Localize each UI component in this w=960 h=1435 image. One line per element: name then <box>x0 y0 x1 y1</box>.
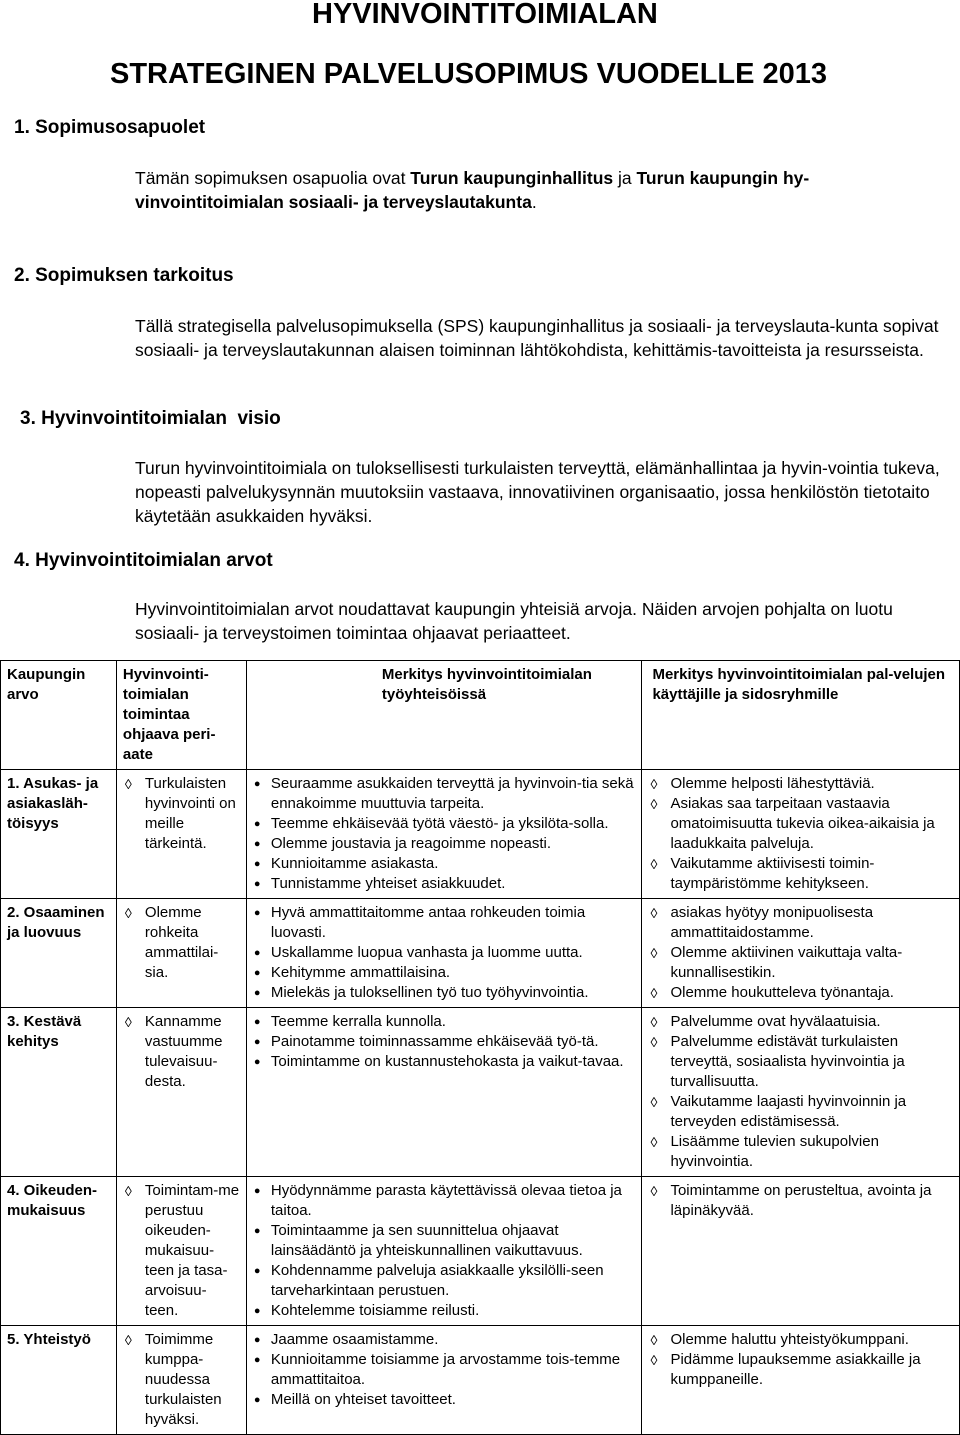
user-bullet: ◊ Palvelumme edistävät turkulaisten terveyttä, sosiaalista hyvinvointia ja turvallisuutta. <box>648 1032 953 1092</box>
user-bullet: ◊ Lisäämme tulevien sukupolvien hyvinvointia. <box>648 1132 953 1172</box>
row-principle <box>116 1008 246 1177</box>
workplace-bullet: ● Toimintaamme ja sen suunnittelua ohjaavat lainsäädäntö ja yhteiskunnallinen vaikuttavuus. <box>253 1221 636 1261</box>
row-user-meaning <box>642 770 960 899</box>
table-row <box>1 770 960 899</box>
workplace-bullet: ● Jaamme osaamistamme. <box>253 1330 636 1350</box>
row-workplace-meaning <box>246 1326 642 1435</box>
row-user-meaning <box>642 1008 960 1177</box>
column-header-principle: Hyvinvointi-toimialan toimintaa ohjaava peri-aate <box>116 661 246 770</box>
workplace-bullet: ● Teemme kerralla kunnolla. <box>253 1012 636 1032</box>
user-bullet: ◊ Palvelumme ovat hyvälaatuisia. <box>648 1012 953 1032</box>
user-bullet: ◊ Toimintamme on perusteltua, avointa ja läpinäkyvää. <box>648 1181 953 1221</box>
row-workplace-meaning <box>246 1177 642 1326</box>
workplace-bullet: ● Hyödynnämme parasta käytettävissä olevaa tietoa ja taitoa. <box>253 1181 636 1221</box>
principle-item: ◊ Toimimme kumppa-nuudessa turkulaisten hyväksi. <box>123 1330 240 1430</box>
section-4-heading: 4. Hyvinvointitoimialan arvot <box>14 550 273 571</box>
principle-item: ◊ Turkulaisten hyvinvointi on meille tärkeintä. <box>123 774 240 854</box>
row-city-value: 3. Kestävä kehitys <box>1 1008 117 1177</box>
row-workplace-meaning <box>246 1008 642 1177</box>
principle-item: ◊ Toimintam-me perustuu oikeuden-mukaisuu-teen ja tasa-arvoisuu-teen. <box>123 1181 240 1321</box>
row-city-value: 4. Oikeuden-mukaisuus <box>1 1177 117 1326</box>
row-workplace-meaning <box>246 899 642 1008</box>
principle-item: ◊ Kannamme vastuumme tulevaisuu-desta. <box>123 1012 240 1092</box>
user-bullet: ◊ Olemme aktiivinen vaikuttaja valta-kunnallisestikin. <box>648 943 953 983</box>
section-1-text: Tämän sopimuksen osapuolia ovat Turun kaupunginhallitus ja Turun kaupungin hy-vinvointitoimialan sosiaali- ja terveyslautakunta. <box>135 168 810 212</box>
workplace-bullet: ● Toimintamme on kustannustehokasta ja vaikut-tavaa. <box>253 1052 636 1072</box>
user-bullet: ◊ Olemme helposti lähestyttäviä. <box>648 774 953 794</box>
user-bullet: ◊ Olemme houkutteleva työnantaja. <box>648 983 953 1003</box>
table-row <box>1 1177 960 1326</box>
table-row <box>1 1326 960 1435</box>
workplace-bullet: ● Kehitymme ammattilaisina. <box>253 963 636 983</box>
workplace-bullet: ● Mielekäs ja tuloksellinen työ tuo työhyvinvointia. <box>253 983 636 1003</box>
table-row <box>1 1008 960 1177</box>
user-bullet: ◊ Asiakas saa tarpeitaan vastaavia omatoimisuutta tukevia oikea-aikaisia ja laadukkaita palveluja. <box>648 794 953 854</box>
workplace-bullet: ● Uskallamme luopua vanhasta ja luomme uutta. <box>253 943 636 963</box>
section-1-heading: 1. Sopimusosapuolet <box>14 117 206 138</box>
workplace-bullet: ● Seuraamme asukkaiden terveyttä ja hyvinvoin-tia sekä ennakoimme muuttuvia tarpeita. <box>253 774 636 814</box>
workplace-bullet: ● Kohdennamme palveluja asiakkaalle yksilölli-seen tarveharkintaan perustuen. <box>253 1261 636 1301</box>
workplace-bullet: ● Meillä on yhteiset tavoitteet. <box>253 1390 636 1410</box>
row-user-meaning <box>642 1326 960 1435</box>
workplace-bullet: ● Hyvä ammattitaitomme antaa rohkeuden toimia luovasti. <box>253 903 636 943</box>
user-bullet: ◊ Olemme haluttu yhteistyökumppani. <box>648 1330 953 1350</box>
values-table <box>0 660 960 1435</box>
document-title-line2: STRATEGINEN PALVELUSOPIMUS VUODELLE 2013 <box>110 58 828 90</box>
user-bullet: ◊ Vaikutamme aktiivisesti toimin-taympäristömme kehitykseen. <box>648 854 953 894</box>
row-city-value: 2. Osaaminen ja luovuus <box>1 899 117 1008</box>
table-header-row <box>1 661 960 770</box>
column-header-users: Merkitys hyvinvointitoimialan pal-velujen käyttäjille ja sidosryhmille <box>642 661 960 770</box>
workplace-bullet: ● Teemme ehkäisevää työtä väestö- ja yksilöta-solla. <box>253 814 636 834</box>
section-3-heading: 3. Hyvinvointitoimialan visio <box>20 408 281 429</box>
section-3-text: Turun hyvinvointitoimiala on tuloksellisesti turkulaisten terveyttä, elämänhallintaa ja hyvin-vointia tukeva, nopeasti palvelukysynnän muutoksiin vastaava, innovatiivinen organisaatio, jossa henkilöstön tietotaito käytetään asukkaiden hyväksi. <box>135 458 940 526</box>
user-bullet: ◊ asiakas hyötyy monipuolisesta ammattitaidostamme. <box>648 903 953 943</box>
principle-item: ◊ Olemme rohkeita ammattilai-sia. <box>123 903 240 983</box>
row-city-value: 5. Yhteistyö <box>1 1326 117 1435</box>
row-user-meaning <box>642 899 960 1008</box>
section-2-heading: 2. Sopimuksen tarkoitus <box>14 265 234 286</box>
row-principle <box>116 1177 246 1326</box>
row-principle <box>116 899 246 1008</box>
user-bullet: ◊ Pidämme lupauksemme asiakkaille ja kumppaneille. <box>648 1350 953 1390</box>
row-city-value: 1. Asukas- ja asiakasläh-töisyys <box>1 770 117 899</box>
column-header-workplace: Merkitys hyvinvointitoimialan työyhteisöissä <box>246 661 642 770</box>
section-4-text: Hyvinvointitoimialan arvot noudattavat kaupungin yhteisiä arvoja. Näiden arvojen pohjalta on luotu sosiaali- ja terveystoimen toimintaa ohjaavat periaatteet. <box>135 599 893 643</box>
row-workplace-meaning <box>246 770 642 899</box>
workplace-bullet: ● Tunnistamme yhteiset asiakkuudet. <box>253 874 636 894</box>
user-bullet: ◊ Vaikutamme laajasti hyvinvoinnin ja terveyden edistämisessä. <box>648 1092 953 1132</box>
table-row <box>1 899 960 1008</box>
column-header-city-value: Kaupungin arvo <box>1 661 117 770</box>
section-2-text: Tällä strategisella palvelusopimuksella (SPS) kaupunginhallitus ja sosiaali- ja terveyslauta-kunta sopivat sosiaali- ja terveyslautakunnan alaisen toiminnan lähtökohdista, kehittämis-tavoitteista ja resursseista. <box>135 316 939 360</box>
document-title-line1: HYVINVOINTITOIMIALAN <box>312 0 658 30</box>
row-user-meaning <box>642 1177 960 1326</box>
workplace-bullet: ● Painotamme toiminnassamme ehkäisevää työ-tä. <box>253 1032 636 1052</box>
workplace-bullet: ● Kohtelemme toisiamme reilusti. <box>253 1301 636 1321</box>
row-principle <box>116 770 246 899</box>
workplace-bullet: ● Olemme joustavia ja reagoimme nopeasti. <box>253 834 636 854</box>
workplace-bullet: ● Kunnioitamme toisiamme ja arvostamme tois-temme ammattitaitoa. <box>253 1350 636 1390</box>
row-principle <box>116 1326 246 1435</box>
workplace-bullet: ● Kunnioitamme asiakasta. <box>253 854 636 874</box>
